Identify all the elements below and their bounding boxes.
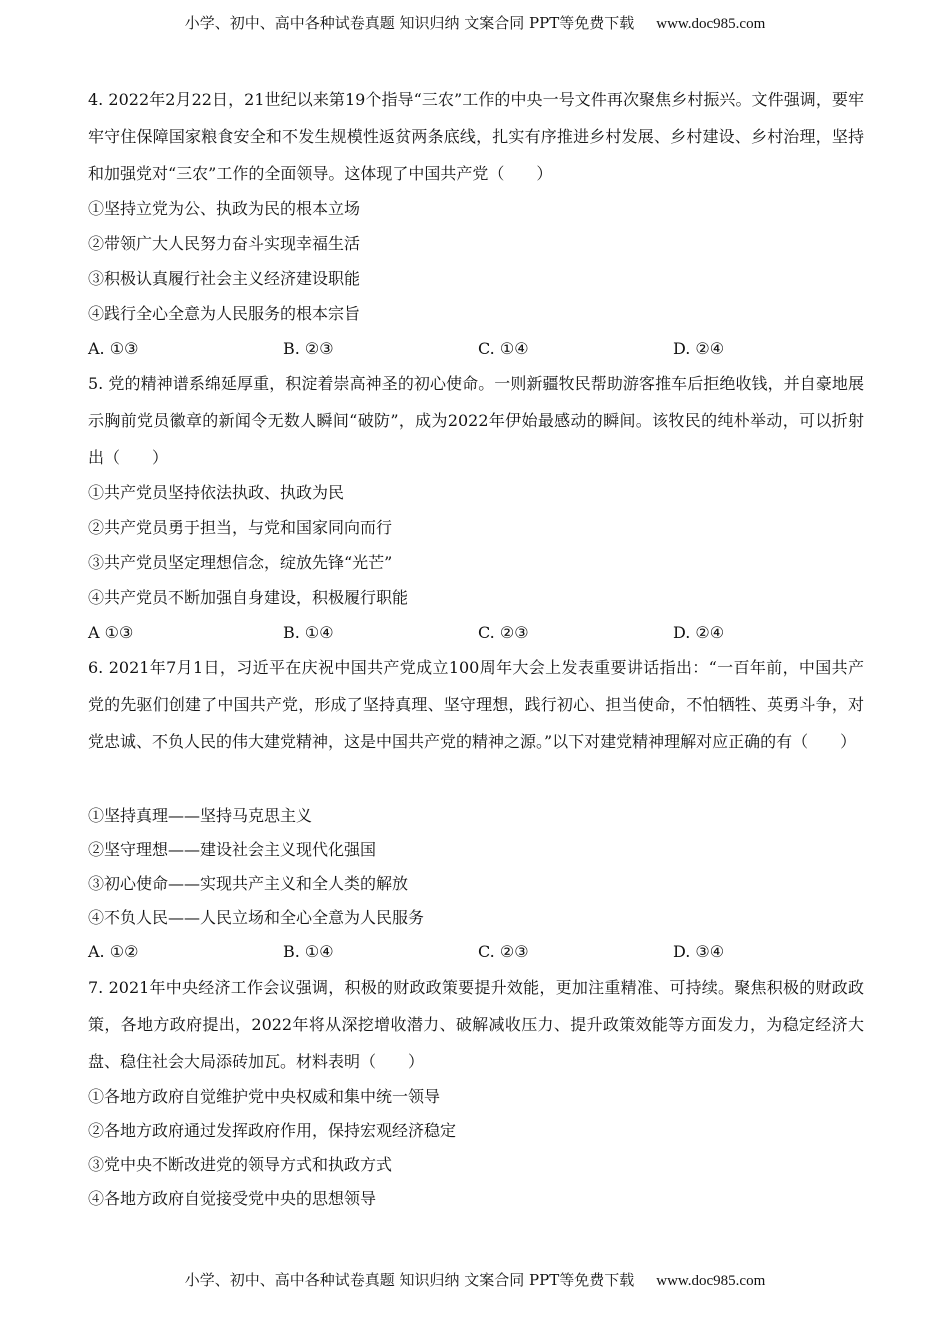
choice-b[interactable]: B. ②③: [283, 339, 334, 358]
header-text: 小学、初中、高中各种试卷真题 知识归纳 文案合同 PPT等免费下载: [184, 14, 635, 32]
choice-a[interactable]: A ①③: [88, 623, 134, 642]
question-7-item-2: ②各地方政府通过发挥政府作用，保持宏观经济稳定: [88, 1121, 457, 1140]
choice-d[interactable]: D. ②④: [673, 623, 725, 642]
question-6-item-4: ④不负人民——人民立场和全心全意为人民服务: [88, 908, 425, 927]
question-7-stem: 7. 2021年中央经济工作会议强调，积极的财政政策要提升效能，更加注重精准、可持续。聚焦积极的财政政策，各地方政府提出，2022年将从深挖增收潜力、破解减收压力、提升政策效能等方面发力，为稳定经济大盘、稳住社会大局添砖加瓦。材料表明（ ）: [88, 978, 864, 1071]
header-url[interactable]: www.doc985.com: [656, 16, 766, 32]
choice-d[interactable]: D. ②④: [673, 339, 725, 358]
choice-c[interactable]: C. ②③: [478, 623, 529, 642]
question-5-item-3: ③共产党员坚定理想信念，绽放先锋“光芒”: [88, 553, 393, 572]
question-4-item-1: ①坚持立党为公、执政为民的根本立场: [88, 199, 361, 218]
choice-c[interactable]: C. ①④: [478, 339, 529, 358]
choice-b[interactable]: B. ①④: [283, 623, 334, 642]
question-5-item-2: ②共产党员勇于担当，与党和国家同向而行: [88, 518, 393, 537]
question-6-stem: 6. 2021年7月1日，习近平在庆祝中国共产党成立100周年大会上发表重要讲话指出：“一百年前，中国共产党的先驱们创建了中国共产党，形成了坚持真理、坚守理想，践行初心、担当使命，不怕牺牲、英勇斗争，对党忠诚、不负人民的伟大建党精神，这是中国共产党的精神之源。”以下对建党精神理解对应正确的有（ ）: [88, 658, 864, 751]
question-5-item-4: ④共产党员不断加强自身建设，积极履行职能: [88, 588, 409, 607]
footer-url[interactable]: www.doc985.com: [656, 1273, 766, 1289]
question-4-item-2: ②带领广大人民努力奋斗实现幸福生活: [88, 234, 361, 253]
choice-d[interactable]: D. ③④: [673, 942, 725, 961]
question-5-choices: [88, 623, 868, 643]
question-6-choices: [88, 942, 868, 962]
choice-b[interactable]: B. ①④: [283, 942, 334, 961]
choice-c[interactable]: C. ②③: [478, 942, 529, 961]
question-5-item-1: ①共产党员坚持依法执政、执政为民: [88, 483, 345, 502]
question-4-choices: [88, 339, 868, 359]
question-6-item-1: ①坚持真理——坚持马克思主义: [88, 806, 313, 825]
question-6-item-2: ②坚守理想——建设社会主义现代化强国: [88, 840, 377, 859]
question-5-stem: 5. 党的精神谱系绵延厚重，积淀着崇高神圣的初心使命。一则新疆牧民帮助游客推车后拒绝收钱，并自豪地展示胸前党员徽章的新闻令无数人瞬间“破防”，成为2022年伊始最感动的瞬间。该牧民的纯朴举动，可以折射出（ ）: [88, 374, 864, 467]
question-4-item-4: ④践行全心全意为人民服务的根本宗旨: [88, 304, 361, 323]
question-7-item-1: ①各地方政府自觉维护党中央权威和集中统一领导: [88, 1087, 441, 1106]
footer-text: 小学、初中、高中各种试卷真题 知识归纳 文案合同 PPT等免费下载: [184, 1271, 635, 1289]
question-4-item-3: ③积极认真履行社会主义经济建设职能: [88, 269, 361, 288]
choice-a[interactable]: A. ①③: [88, 339, 139, 358]
question-7-item-3: ③党中央不断改进党的领导方式和执政方式: [88, 1155, 393, 1174]
page-header: [0, 12, 950, 33]
question-6-item-3: ③初心使命——实现共产主义和全人类的解放: [88, 874, 409, 893]
page-footer: [0, 1269, 950, 1290]
question-4-stem: 4. 2022年2月22日，21世纪以来第19个指导“三农”工作的中央一号文件再次聚焦乡村振兴。文件强调，要牢牢守住保障国家粮食安全和不发生规模性返贫两条底线，扎实有序推进乡村发展、乡村建设、乡村治理，坚持和加强党对“三农”工作的全面领导。这体现了中国共产党（ ）: [88, 90, 864, 183]
choice-a[interactable]: A. ①②: [88, 942, 139, 961]
question-7-item-4: ④各地方政府自觉接受党中央的思想领导: [88, 1189, 377, 1208]
